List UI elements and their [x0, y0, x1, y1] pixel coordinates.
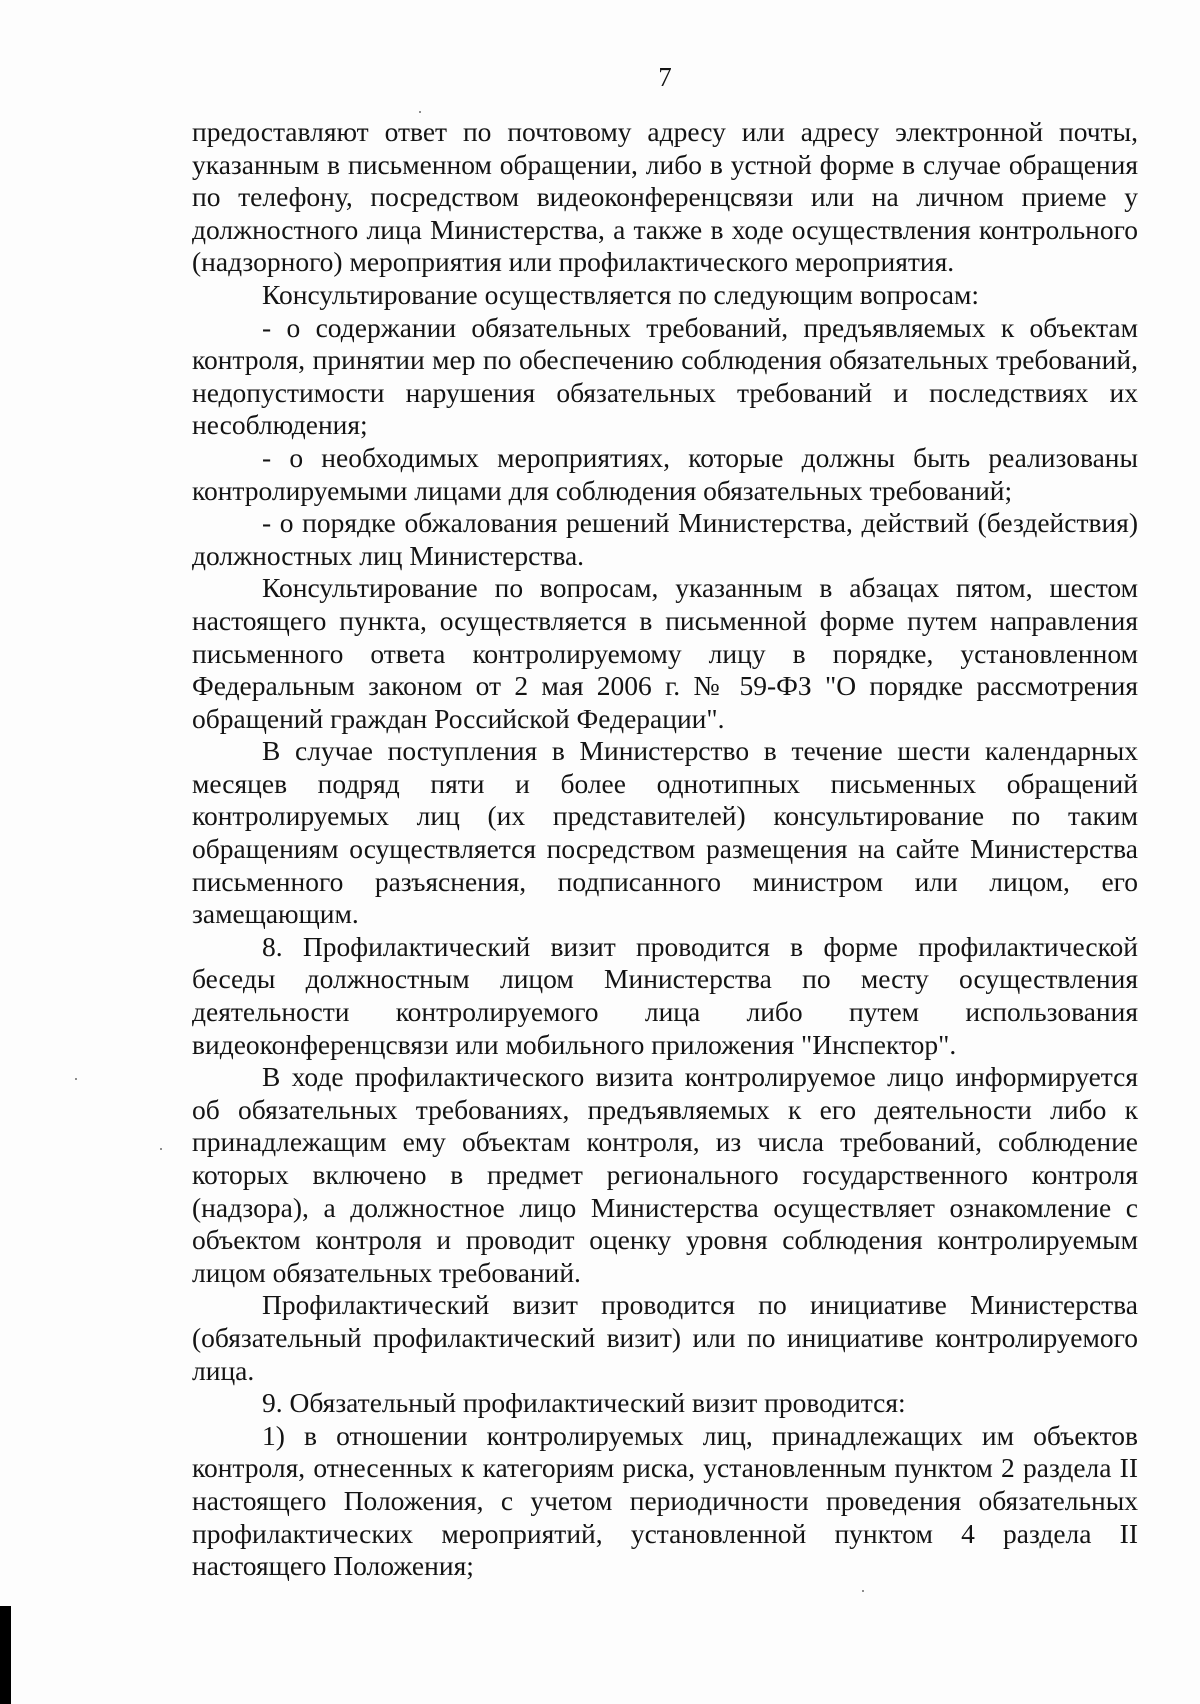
document-body [192, 116, 1138, 1583]
paragraph-written-consultation: Консультирование по вопросам, указанным в абзацах пятом, шестом настоящего пункта, осуществляется в письменной форме путем направления письменного ответа контролируемому лицу в порядке, установленном Федеральным законом от 2 мая 2006 г. № 59-ФЗ "О порядке рассмотрения обращений граждан Российской Федерации". [192, 572, 1138, 734]
scan-speck [419, 111, 421, 113]
list-item-requirements: - о содержании обязательных требований, предъявляемых к объектам контроля, принятии мер по обеспечению соблюдения обязательных требований, недопустимости нарушения обязательных требований и последствиях их несоблюдения; [192, 311, 1138, 441]
scan-speck [862, 1590, 864, 1592]
paragraph-section-9: 9. Обязательный профилактический визит проводится: [262, 1387, 906, 1419]
scan-speck [160, 1148, 162, 1150]
scan-speck [75, 1078, 77, 1080]
paragraph-visit-initiative: Профилактический визит проводится по инициативе Министерства (обязательный профилактический визит) или по инициативе контролируемого лица. [192, 1289, 1138, 1386]
list-item-appeal: - о порядке обжалования решений Министерства, действий (бездействия) должностных лиц Министерства. [192, 507, 1138, 571]
paragraph-visit-content: В ходе профилактического визита контролируемое лицо информируется об обязательных требованиях, предъявляемых к его деятельности либо к принадлежащим ему объектам контроля, из числа требований, соблюдение которых включено в предмет регионального государственного контроля (надзора), а должностное лицо Министерства осуществляет ознакомление с объектом контроля и проводит оценку уровня соблюдения контролируемым лицом обязательных требований. [192, 1061, 1138, 1288]
page-number: 7 [658, 62, 672, 92]
paragraph-consultation-topics: Консультирование осуществляется по следующим вопросам: [262, 278, 980, 310]
paragraph-continuation: предоставляют ответ по почтовому адресу или адресу электронной почты, указанным в письменном обращении, либо в устной форме в случае обращения по телефону, посредством видеоконференцсвязи или на личном приеме у должностного лица Министерства, а также в ходе осуществления контрольного (надзорного) мероприятия или профилактического мероприятия. [192, 116, 1138, 278]
paragraph-website-clarification: В случае поступления в Министерство в течение шести календарных месяцев подряд пяти и более однотипных письменных обращений контролируемых лиц (их представителей) консультирование по таким обращениям осуществляется посредством размещения на сайте Министерства письменного разъяснения, подписанного министром или лицом, его замещающим. [192, 735, 1138, 930]
scan-edge-mark [0, 1606, 11, 1704]
list-item-measures: - о необходимых мероприятиях, которые должны быть реализованы контролируемыми лицами для соблюдения обязательных требований; [192, 441, 1138, 506]
paragraph-section-8: 8. Профилактический визит проводится в форме профилактической беседы должностным лицом Министерства по месту осуществления деятельности контролируемого лица либо путем использования видеоконференцсвязи или мобильного приложения "Инспектор". [192, 930, 1138, 1060]
list-item-9-1: 1) в отношении контролируемых лиц, принадлежащих им объектов контроля, отнесенных к категориям риска, установленным пунктом 2 раздела II настоящего Положения, с учетом периодичности проведения обязательных профилактических мероприятий, установленной пунктом 4 раздела II настоящего Положения; [192, 1419, 1138, 1582]
